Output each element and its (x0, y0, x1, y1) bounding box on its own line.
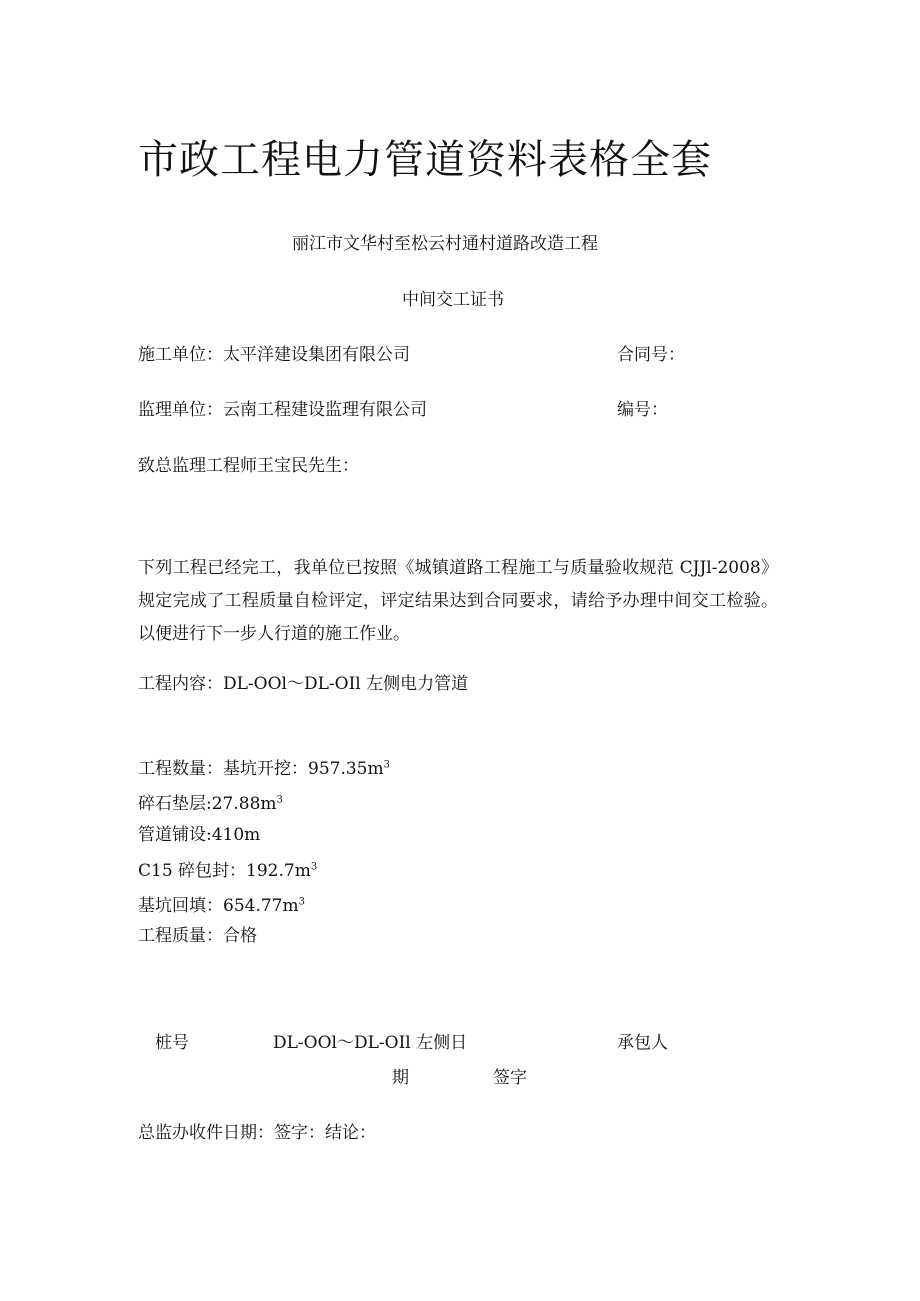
work-quantity (138, 758, 390, 780)
pit-backfill-sup: 3 (298, 896, 305, 908)
certificate-title: 中间交工证书 (402, 290, 504, 310)
document-title: 市政工程电力管道资料表格全套 (138, 137, 712, 183)
stake-label: 桩号 (155, 1033, 189, 1053)
project-name: 丽江市文华村至松云村通村道路改造工程 (292, 234, 598, 254)
contractor-sign-label: 承包人 (617, 1033, 668, 1053)
signature-label: 签字 (493, 1068, 527, 1088)
c15-encasement-sup: 3 (310, 861, 318, 873)
work-quality: 工程质量：合格 (138, 926, 257, 946)
gravel-cushion (138, 793, 283, 815)
completion-statement: 下列工程已经完工，我单位已按照《城镇道路工程施工与质量验收规范 CJJl-2008》规定完成了工程质量自检评定，评定结果达到合同要求，请给予办理中间交工检验。以便进行下一步人行道的施工作业。 (138, 558, 778, 644)
gravel-cushion-sup: 3 (276, 794, 283, 806)
gravel-cushion-text: 碎石垫层:27.88m (138, 794, 277, 814)
supervision-unit: 监理单位：云南工程建设监理有限公司 (138, 400, 427, 420)
stake-value: DL-OOl～DL-OIl 左侧日 (273, 1033, 468, 1053)
work-quantity-sup: 3 (383, 759, 390, 771)
c15-encasement-text: C15 碎包封：192.7m (138, 861, 311, 881)
serial-number-label: 编号： (617, 400, 668, 420)
contractor-unit: 施工单位：太平洋建设集团有限公司 (138, 345, 410, 365)
pit-backfill (138, 895, 305, 917)
chief-office-receipt: 总监办收件日期：签字：结论： (138, 1123, 376, 1143)
pipe-laying: 管道铺设:410m (138, 825, 261, 845)
c15-encasement (138, 860, 317, 882)
work-content: 工程内容：DL-OOl～DL-OIl 左侧电力管道 (138, 674, 469, 694)
date-label: 期 (392, 1068, 409, 1088)
contract-number-label: 合同号： (617, 345, 685, 365)
work-quantity-text: 工程数量：基坑开挖：957.35m (138, 759, 384, 779)
pit-backfill-text: 基坑回填：654.77m (138, 896, 299, 916)
addressee: 致总监理工程师王宝民先生： (138, 456, 359, 476)
